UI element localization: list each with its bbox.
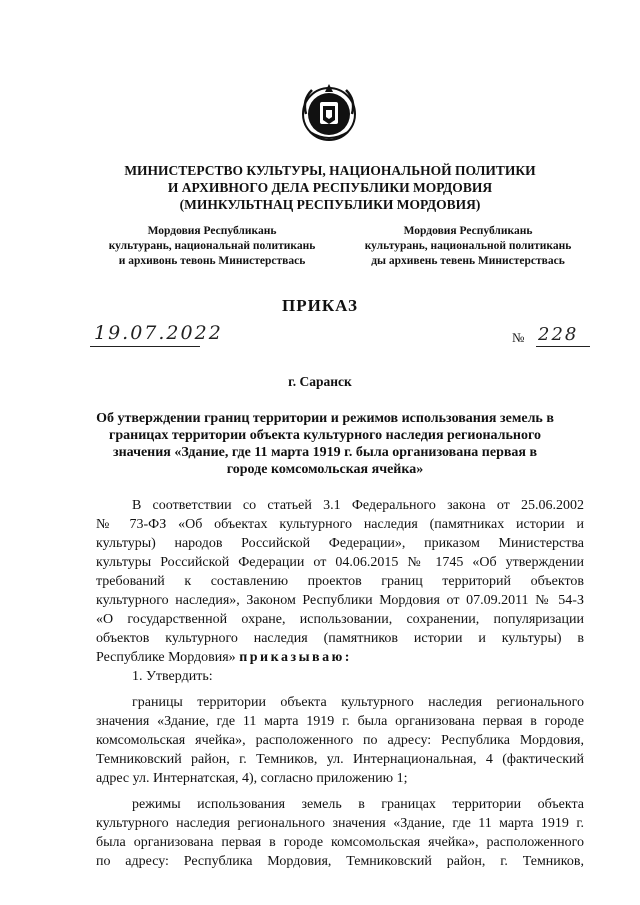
erzya-line: ды архивень тевень Министерствась	[371, 255, 565, 267]
title-line: городе комсомольская ячейка»	[226, 462, 424, 477]
ministry-line: (МИНКУЛЬТНАЦ РЕСПУБЛИКИ МОРДОВИЯ)	[179, 197, 481, 212]
body-line: объектов культурного наследия (памятников истории и культуры) в	[96, 631, 584, 646]
title-line: значения «Здание, где 11 марта 1919 г. была организована первая в	[112, 445, 538, 460]
body-line: комсомольская ячейка», расположенного по адресу: Республика Мордовия,	[96, 733, 584, 748]
body-line: адрес ул. Интернатская, 4), согласно приложению 1;	[96, 771, 408, 786]
body-line: № 73-ФЗ «Об объектах культурного наследия (памятниках истории и	[96, 517, 584, 532]
ministry-line: МИНИСТЕРСТВО КУЛЬТУРЫ, НАЦИОНАЛЬНОЙ ПОЛИТИКИ	[124, 163, 536, 178]
body-line: границы территории объекта культурного наследия регионального	[132, 695, 584, 710]
order-date: 19.07.2022	[94, 322, 223, 344]
body-line: значения «Здание, где 11 марта 1919 г. была организована первая в городе	[96, 714, 584, 729]
title-line: границах территории объекта культурного наследия регионального	[109, 428, 541, 443]
order-keyword: приказываю:	[239, 650, 352, 665]
date-underline	[90, 346, 200, 347]
order-number: 228	[538, 324, 579, 345]
mordovia-coat-of-arms-icon	[298, 80, 360, 144]
number-underline	[536, 346, 590, 347]
body-line: требований к составлению проектов границ территорий объектов	[96, 574, 584, 589]
item-1: 1. Утвердить:	[132, 669, 213, 684]
city: г. Саранск	[288, 374, 352, 389]
body-line: режимы использования земель в границах территории объекта	[132, 797, 584, 812]
document-type: ПРИКАЗ	[282, 296, 358, 315]
body-line: В соответствии со статьей 3.1 Федерального закона от 25.06.2002	[132, 498, 584, 513]
paragraph-land-use	[96, 795, 584, 871]
title-line: Об утверждении границ территории и режимов использования земель в	[96, 411, 554, 426]
body-line: культуры) народов Российской Федерации», приказом Министерства	[96, 536, 584, 551]
body-line: была организована первая в городе комсомольская ячейка», расположенного	[96, 835, 584, 850]
paragraph-boundaries	[96, 693, 584, 788]
body-line: культуры Российской Федерации от 04.06.2015 № 1745 «Об утверждении	[96, 555, 584, 570]
number-sign: №	[512, 330, 525, 345]
body-line: культурного наследия», Законом Республики Мордовия от 07.09.2011 № 54-З	[96, 593, 584, 608]
body-line-last	[96, 648, 584, 667]
moksha-line: Мордовия Республикань	[147, 225, 277, 237]
paragraph-preamble	[96, 496, 584, 667]
body-line: по адресу: Республика Мордовия, Темниковский район, г. Темников,	[96, 854, 584, 869]
order-body	[96, 496, 584, 871]
body-line: Темниковский район, г. Темников, ул. Интернациональная, 4 (фактический	[96, 752, 584, 767]
body-line: культурного наследия регионального значения «Здание, где 11 марта 1919 г.	[96, 816, 584, 831]
order-number-field	[512, 326, 592, 350]
moksha-line: культурань, национальнай политикань	[108, 240, 316, 252]
ministry-name-erzya	[338, 224, 598, 269]
body-line: «О государственной охране, использовании, сохранении, популяризации	[96, 612, 584, 627]
erzya-line: Мордовия Республикань	[403, 225, 533, 237]
moksha-line: и архивонь тевонь Министерствась	[118, 255, 306, 267]
ministry-name-moksha	[92, 224, 332, 269]
body-text-fragment: Республике Мордовия»	[96, 650, 236, 665]
erzya-line: культурань, национальной политикань	[364, 240, 572, 252]
order-title	[90, 410, 560, 478]
ministry-line: И АРХИВНОГО ДЕЛА РЕСПУБЛИКИ МОРДОВИЯ	[167, 180, 493, 195]
ministry-name-russian	[60, 162, 600, 213]
